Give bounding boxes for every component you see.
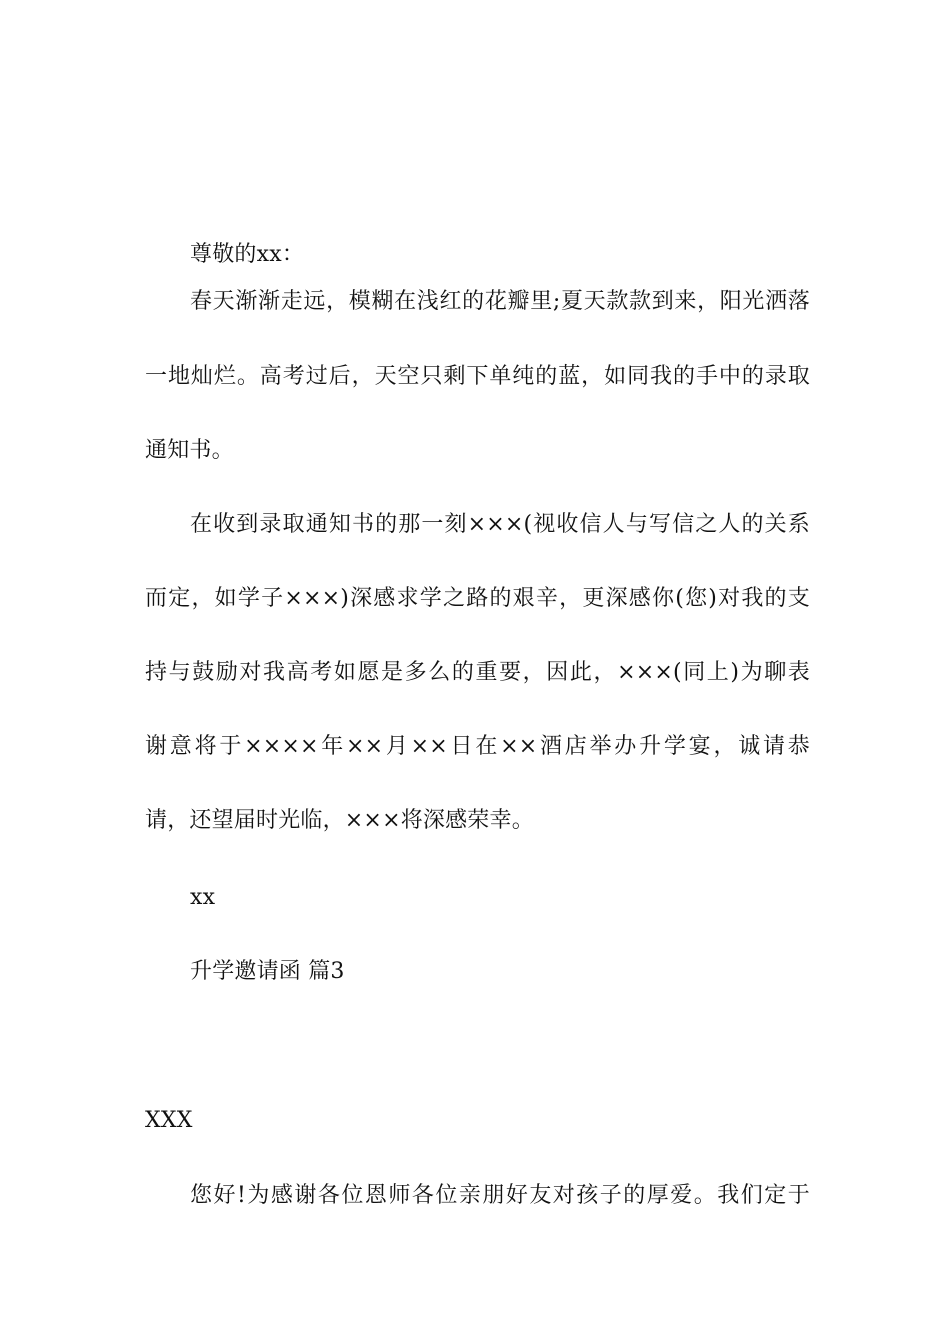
salutation: 尊敬的xx： bbox=[190, 242, 305, 267]
signature: xx bbox=[190, 885, 216, 910]
paragraph-line: 请，还望届时光临，×××将深感荣幸。 bbox=[145, 808, 534, 833]
paragraph-line: 一地灿烂。高考过后，天空只剩下单纯的蓝，如同我的手中的录取 bbox=[145, 364, 810, 389]
paragraph-line: 您好!为感谢各位恩师各位亲朋好友对孩子的厚爱。我们定于 bbox=[190, 1183, 810, 1208]
paragraph-line: 谢意将于××××年××月××日在××酒店举办升学宴，诚请恭 bbox=[145, 734, 810, 759]
paragraph-line: 在收到录取通知书的那一刻×××(视收信人与写信之人的关系 bbox=[190, 512, 810, 537]
paragraph-line: 而定，如学子×××)深感求学之路的艰辛，更深感你(您)对我的支 bbox=[145, 586, 810, 611]
section-heading: 升学邀请函 篇3 bbox=[190, 959, 345, 984]
paragraph-line: 春天渐渐走远，模糊在浅红的花瓣里;夏天款款到来，阳光洒落 bbox=[190, 289, 810, 314]
paragraph-line: 持与鼓励对我高考如愿是多么的重要，因此，×××(同上)为聊表 bbox=[145, 660, 810, 685]
paragraph-line: 通知书。 bbox=[145, 438, 234, 463]
recipient: XXX bbox=[145, 1108, 193, 1133]
